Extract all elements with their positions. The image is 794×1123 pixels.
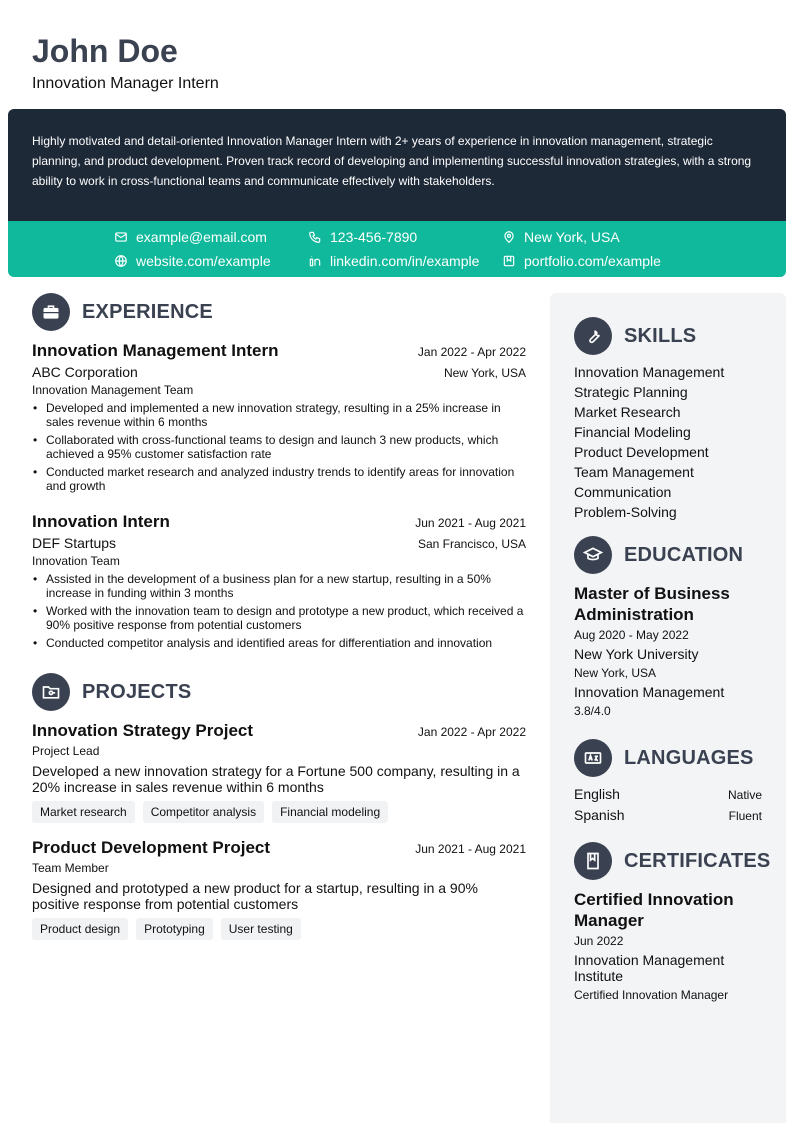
contact-website[interactable] bbox=[114, 251, 271, 271]
experience-heading bbox=[32, 293, 213, 331]
field-of-study: Innovation Management bbox=[574, 684, 725, 700]
project-description: Designed and prototyped a new product for a startup, resulting in a 90% positive response from potential customers bbox=[32, 880, 478, 912]
certificates-heading bbox=[574, 842, 770, 880]
skill-item: Communication bbox=[574, 484, 672, 500]
email-text: example@email.com bbox=[136, 229, 267, 245]
job-bullet: • Conducted competitor analysis and identified areas for differentiation and innovation bbox=[32, 636, 526, 650]
job-bullet: • Collaborated with cross-functional teams to design and launch 3 new products, which achieved a 95% customer satisfaction rate bbox=[32, 433, 526, 461]
job-bullet: • Developed and implemented a new innovation strategy, resulting in a 25% increase in sales revenue within 6 months bbox=[32, 401, 526, 429]
contact-email[interactable] bbox=[114, 227, 267, 247]
job-team: Innovation Team bbox=[32, 554, 120, 568]
wrench-icon bbox=[574, 317, 612, 355]
project-tag: Financial modeling bbox=[272, 801, 388, 823]
experience-title: EXPERIENCE bbox=[82, 300, 213, 323]
project-tags bbox=[32, 918, 526, 940]
language-name: Spanish bbox=[574, 807, 625, 823]
linkedin-text: linkedin.com/in/example bbox=[330, 253, 480, 269]
job-bullet: • Assisted in the development of a business plan for a new startup, resulting in a 50% increase in funding within 3 months bbox=[32, 572, 526, 600]
project-tag: Prototyping bbox=[136, 918, 213, 940]
project-entry bbox=[32, 838, 526, 940]
language-name: English bbox=[574, 786, 620, 802]
education-heading bbox=[574, 536, 743, 574]
certificate-entry bbox=[574, 889, 762, 1004]
education-title: EDUCATION bbox=[624, 543, 744, 566]
languages-list bbox=[574, 784, 762, 826]
project-tag: Market research bbox=[32, 801, 135, 823]
experience-entry bbox=[32, 512, 526, 654]
contact-location bbox=[502, 227, 620, 247]
linkedin-icon bbox=[308, 254, 322, 268]
project-tags bbox=[32, 801, 526, 823]
project-title: Innovation Strategy Project bbox=[32, 721, 254, 740]
job-dates: Jan 2022 - Apr 2022 bbox=[417, 345, 526, 359]
skills-title: SKILLS bbox=[624, 324, 697, 347]
contact-phone[interactable] bbox=[308, 227, 417, 247]
projects-title: PROJECTS bbox=[82, 680, 192, 703]
candidate-name: John Doe bbox=[32, 33, 178, 69]
phone-text: 123-456-7890 bbox=[330, 229, 418, 245]
project-tag: Competitor analysis bbox=[143, 801, 264, 823]
skill-item: Market Research bbox=[574, 404, 681, 420]
job-title: Innovation Intern bbox=[32, 512, 170, 531]
candidate-role: Innovation Manager Intern bbox=[32, 75, 219, 92]
languages-title: LANGUAGES bbox=[624, 746, 754, 769]
website-text: website.com/example bbox=[136, 253, 271, 269]
job-team: Innovation Management Team bbox=[32, 383, 194, 397]
job-dates: Jun 2021 - Aug 2021 bbox=[415, 516, 526, 530]
project-dates: Jan 2022 - Apr 2022 bbox=[417, 725, 526, 739]
skill-item: Product Development bbox=[574, 444, 709, 460]
contact-portfolio[interactable] bbox=[502, 251, 661, 271]
project-description: Developed a new innovation strategy for a Fortune 500 company, resulting in a 20% increase in sales revenue within 6 months bbox=[32, 763, 520, 795]
folder-icon bbox=[32, 673, 70, 711]
language-row bbox=[574, 784, 762, 805]
job-bullet: • Conducted market research and analyzed industry trends to identify areas for innovation and growth bbox=[32, 465, 526, 493]
summary-block: Highly motivated and detail-oriented Innovation Manager Intern with 2+ years of experience in innovation management, strategic planning, and product development. Proven track record of developing and implementing successful innovation strategies, with a strong ability to work in cross-functional teams and communicate effectively with stakeholders. bbox=[8, 109, 786, 221]
project-title: Product Development Project bbox=[32, 838, 271, 857]
graduation-cap-icon bbox=[574, 536, 612, 574]
skills-list bbox=[574, 362, 762, 522]
skills-heading bbox=[574, 317, 696, 355]
certificates-title: CERTIFICATES bbox=[624, 849, 771, 872]
project-role: Team Member bbox=[32, 861, 109, 875]
gpa: 3.8/4.0 bbox=[574, 704, 611, 718]
job-location: San Francisco, USA bbox=[417, 537, 526, 551]
education-entry bbox=[574, 583, 762, 720]
location-text: New York, USA bbox=[524, 229, 620, 245]
job-title: Innovation Management Intern bbox=[32, 341, 279, 360]
education-location: New York, USA bbox=[574, 666, 657, 680]
certificate-issuer: Innovation Management Institute bbox=[574, 952, 725, 984]
translate-icon bbox=[574, 739, 612, 777]
project-entry bbox=[32, 721, 526, 823]
education-dates: Aug 2020 - May 2022 bbox=[574, 628, 689, 642]
contact-linkedin[interactable] bbox=[308, 251, 479, 271]
job-bullet: • Worked with the innovation team to design and prototype a new product, which received a 90% positive response from potential customers bbox=[32, 604, 526, 632]
globe-icon bbox=[114, 254, 128, 268]
portfolio-text: portfolio.com/example bbox=[524, 253, 661, 269]
project-tag: User testing bbox=[221, 918, 301, 940]
phone-icon bbox=[308, 230, 322, 244]
school: New York University bbox=[574, 646, 699, 662]
project-role: Project Lead bbox=[32, 744, 100, 758]
portfolio-icon bbox=[502, 254, 516, 268]
job-location: New York, USA bbox=[443, 366, 526, 380]
contact-bar bbox=[8, 221, 786, 277]
certificate-name: Certified Innovation Manager bbox=[574, 890, 734, 930]
project-dates: Jun 2021 - Aug 2021 bbox=[415, 842, 526, 856]
skill-item: Team Management bbox=[574, 464, 694, 480]
language-level: Native bbox=[727, 788, 762, 802]
project-tag: Product design bbox=[32, 918, 128, 940]
skill-item: Innovation Management bbox=[574, 364, 725, 380]
skill-item: Strategic Planning bbox=[574, 384, 688, 400]
job-company: DEF Startups bbox=[32, 535, 117, 551]
mail-icon bbox=[114, 230, 128, 244]
projects-heading bbox=[32, 673, 191, 711]
certificate-credential: Certified Innovation Manager bbox=[574, 988, 729, 1002]
skill-item: Financial Modeling bbox=[574, 424, 691, 440]
resume-header bbox=[32, 32, 219, 93]
job-company: ABC Corporation bbox=[32, 364, 138, 380]
certificate-book-icon bbox=[574, 842, 612, 880]
job-bullets bbox=[32, 572, 526, 650]
certificate-date: Jun 2022 bbox=[574, 934, 624, 948]
job-bullets bbox=[32, 401, 526, 493]
skill-item: Problem-Solving bbox=[574, 504, 677, 520]
location-pin-icon bbox=[502, 230, 516, 244]
languages-heading bbox=[574, 739, 754, 777]
language-row bbox=[574, 805, 762, 826]
experience-entry bbox=[32, 341, 526, 497]
degree: Master of Business Administration bbox=[574, 584, 730, 624]
language-level: Fluent bbox=[728, 809, 762, 823]
briefcase-icon bbox=[32, 293, 70, 331]
